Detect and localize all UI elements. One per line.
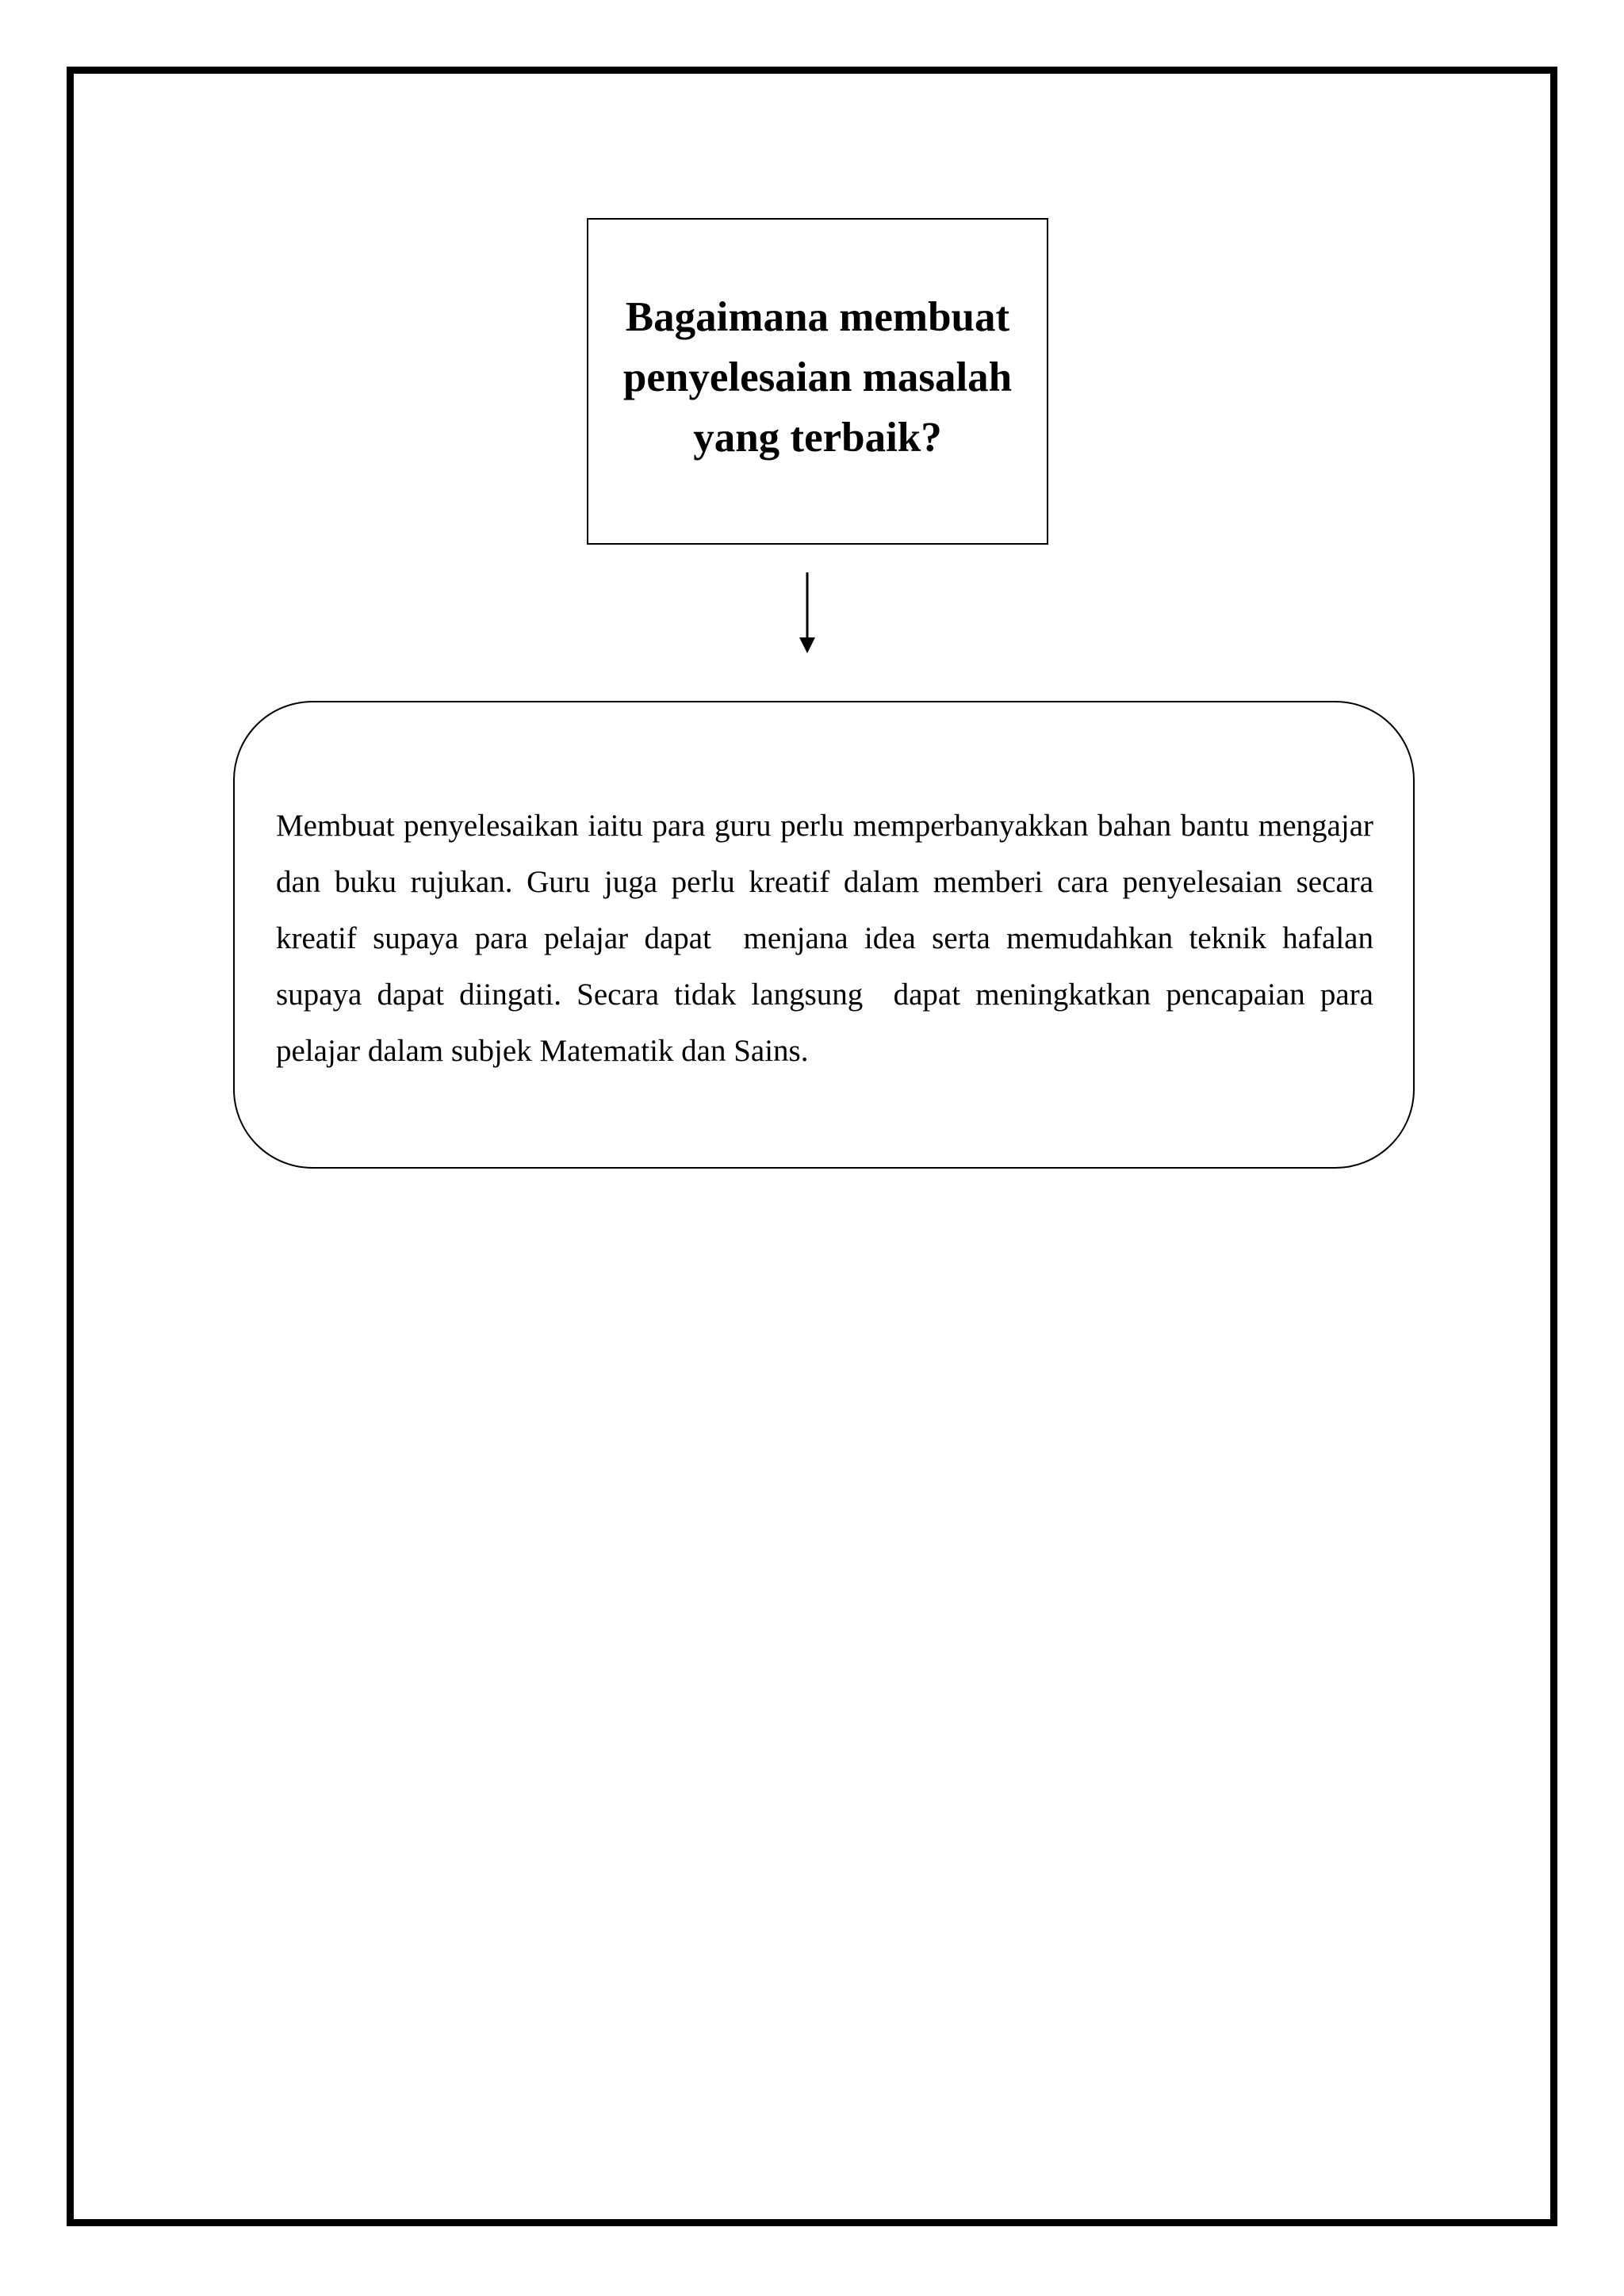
answer-box [233,701,1415,1169]
down-arrow-icon [793,572,822,655]
answer-text: Membuat penyelesaikan iaitu para guru perlu memperbanyakkan bahan bantu mengajar dan buku rujukan. Guru juga perlu kreatif dalam memberi cara penyelesaian secara kreatif supaya para pelajar dapat menjana idea serta memudahkan teknik hafalan supaya dapat diingati. Secara tidak langsung dapat meningkatkan pencapaian para pelajar dalam subjek Matematik dan Sains. [276,809,1381,1068]
question-box [587,218,1048,545]
question-text: Bagaimana membuat penyelesaian masalah yang terbaik? [622,294,1013,461]
